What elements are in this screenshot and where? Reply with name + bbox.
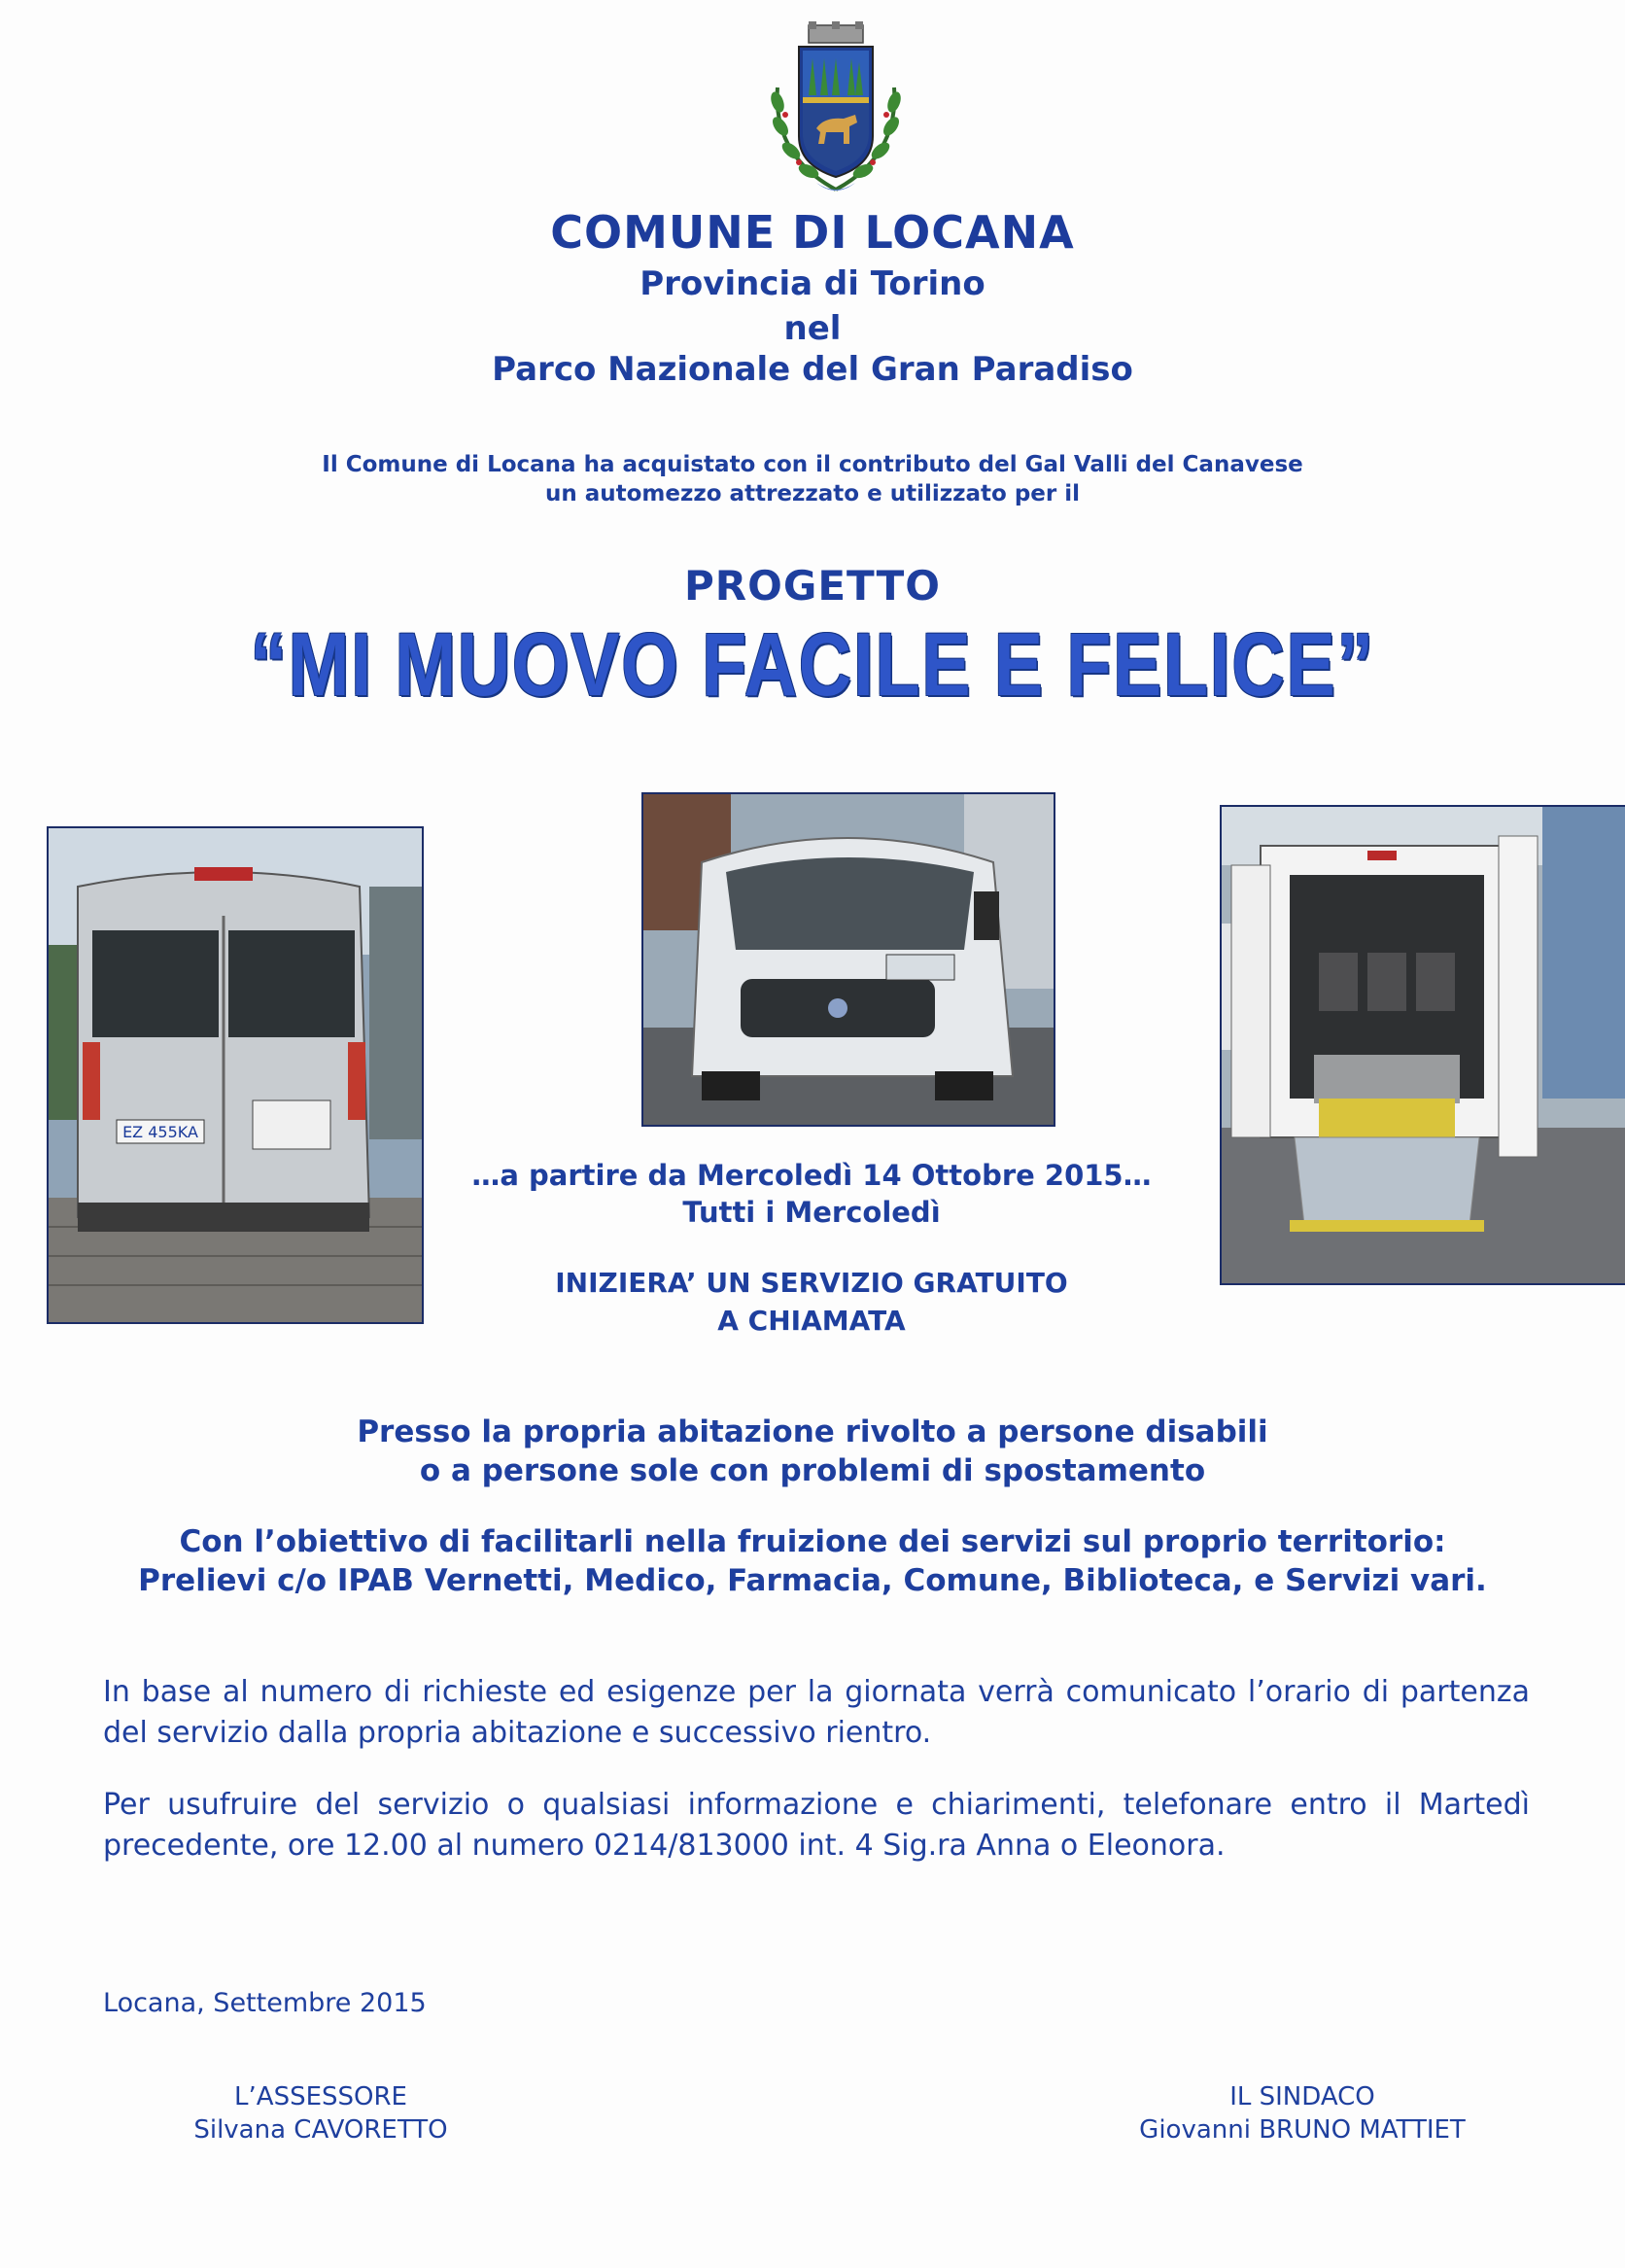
van-front-photo [641, 792, 1055, 1127]
coat-of-arms-icon [748, 19, 923, 204]
place-date: Locana, Settembre 2015 [103, 1988, 427, 2018]
page-title: COMUNE DI LOCANA [550, 206, 1075, 259]
target-line-1: Presso la propria abitazione rivolto a persone disabili [357, 1414, 1268, 1449]
park-line: Parco Nazionale del Gran Paradiso [492, 350, 1133, 389]
sindaco-title: IL SINDACO [1229, 2082, 1375, 2111]
service-line-1: INIZIERA’ UN SERVIZIO GRATUITO [555, 1267, 1068, 1299]
van-lift-photo [1220, 805, 1625, 1285]
sindaco-signature [1118, 2080, 1487, 2146]
weekly-line: Tutti i Mercoledì [682, 1196, 941, 1229]
schedule-paragraph: In base al numero di richieste ed esigenze per la giornata verrà comunicato l’orario di partenza del servizio dalla propria abitazione e successivo rientro. [103, 1675, 1530, 1750]
project-slogan: “MI MUOVO FACILE E FELICE” [250, 615, 1375, 715]
project-label: PROGETTO [684, 562, 941, 610]
nel-line: nel [783, 309, 842, 348]
assessore-signature [165, 2080, 476, 2146]
goal-line-2: Prelievi c/o IPAB Vernetti, Medico, Farmacia, Comune, Biblioteca, e Servizi vari. [138, 1563, 1487, 1598]
license-plate: EZ 455KA [122, 1123, 198, 1141]
province-line: Provincia di Torino [640, 264, 985, 303]
intro-line-1: Il Comune di Locana ha acquistato con il contributo del Gal Valli del Canavese [322, 452, 1303, 477]
service-line-2: A CHIAMATA [717, 1305, 906, 1337]
van-rear-photo [47, 826, 424, 1324]
target-line-2: o a persone sole con problemi di spostamento [419, 1453, 1206, 1488]
start-date-line: …a partire da Mercoledì 14 Ottobre 2015… [471, 1159, 1152, 1192]
intro-line-2: un automezzo attrezzato e utilizzato per il [544, 481, 1081, 506]
goal-line-1: Con l’obiettivo di facilitarli nella fruizione dei servizi sul proprio territorio: [179, 1524, 1446, 1559]
assessore-title: L’ASSESSORE [234, 2082, 407, 2111]
contact-paragraph: Per usufruire del servizio o qualsiasi informazione e chiarimenti, telefonare entro il Martedì precedente, ore 12.00 al numero 0214/813000 int. 4 Sig.ra Anna o Eleonora. [103, 1788, 1530, 1863]
sindaco-name: Giovanni BRUNO MATTIET [1139, 2115, 1466, 2145]
assessore-name: Silvana CAVORETTO [193, 2115, 448, 2145]
